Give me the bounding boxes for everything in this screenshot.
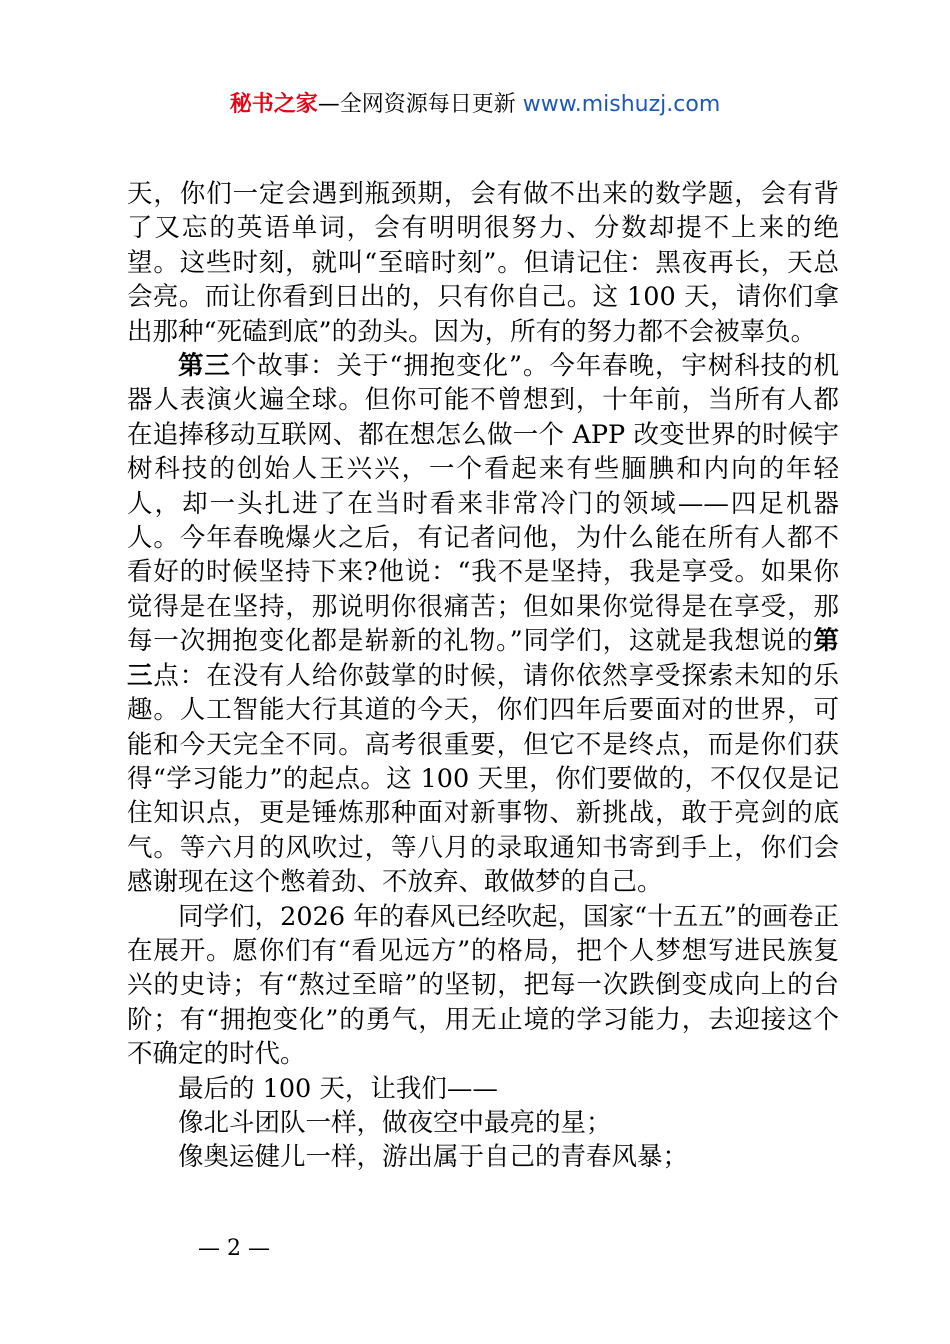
paragraph-text: 点：在没有人给你鼓掌的时候，请你依然享受探索未知的乐趣。人工智能大行其道的今天，你们四年后要面对的世界，可能和今天完全不同。高考很重要，但它不是终点，而是你们获得“学习能力”的起点。这 100 天里，你们要做的，不仅仅是记住知识点，更是锤炼那种面对新事物、新挑战，敢于亮剑的底气。等六月的风吹过，等八月的录取通知书寄到手上，你们会感谢现在这个憋着劲、不放弃、敢做梦的自己。 xyxy=(127,660,839,898)
paragraph-text: 最后的 100 天，让我们—— xyxy=(178,1073,498,1104)
paragraph xyxy=(127,1072,839,1106)
header-brand: 秘书之家 xyxy=(229,92,318,117)
document-body xyxy=(127,177,839,1175)
bold-text: 第三 xyxy=(127,626,839,691)
paragraph-text: 像奥运健儿一样，游出属于自己的青春风暴； xyxy=(178,1142,689,1173)
paragraph xyxy=(127,349,839,900)
paragraph xyxy=(127,900,839,1072)
paragraph-text: 像北斗团队一样，做夜空中最亮的星； xyxy=(178,1107,612,1138)
paragraph-text: 天，你们一定会遇到瓶颈期，会有做不出来的数学题，会有背了又忘的英语单词，会有明明很努力、分数却提不上来的绝望。这些时刻，就叫“至暗时刻”。但请记住：黑夜再长，天总会亮。而让你看到日出的，只有你自己。这 100 天，请你们拿出那种“死磕到底”的劲头。因为，所有的努力都不会被辜负。 xyxy=(127,179,839,347)
page-header xyxy=(0,88,950,122)
header-url-link[interactable]: www.mishuzj.com xyxy=(522,92,721,117)
bold-text: 第三 xyxy=(178,351,231,382)
paragraph xyxy=(127,177,839,349)
page-number: — 2 — xyxy=(198,1236,270,1261)
paragraph xyxy=(127,1106,839,1140)
paragraph xyxy=(127,1140,839,1174)
header-tagline: 全网资源每日更新 xyxy=(339,92,516,117)
header-separator: — xyxy=(317,92,340,117)
paragraph-text: 同学们，2026 年的春风已经吹起，国家“十五五”的画卷正在展开。愿你们有“看见远方”的格局，把个人梦想写进民族复兴的史诗；有“熬过至暗”的坚韧，把每一次跌倒变成向上的台阶；有“拥抱变化”的勇气，用无止境的学习能力，去迎接这个不确定的时代。 xyxy=(127,901,839,1070)
paragraph-text: 个故事：关于“拥抱变化”。今年春晚，宇树科技的机器人表演火遍全球。但你可能不曾想到，十年前，当所有人都在追捧移动互联网、都在想怎么做一个 APP 改变世界的时候宇树科技的创始人王兴兴，一个看起来有些腼腆和内向的年轻人，却一头扎进了在当时看来非常冷门的领域——四足机器人。今年春晚爆火之后，有记者问他，为什么能在所有人都不看好的时候坚持下来?他说：“我不是坚持，我是享受。如果你觉得是在坚持，那说明你很痛苦；但如果你觉得是在享受，那每一次拥抱变化都是崭新的礼物。”同学们，这就是我想说的 xyxy=(127,351,839,657)
